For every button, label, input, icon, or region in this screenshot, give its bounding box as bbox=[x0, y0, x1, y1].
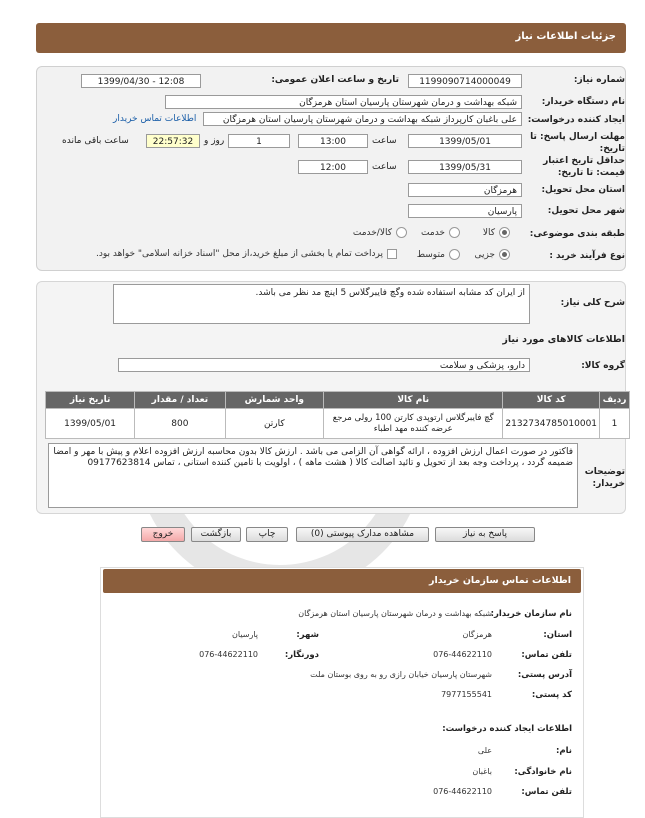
validity-time-field: 12:00 bbox=[298, 160, 368, 174]
col-header-date: تاریخ نیاز bbox=[46, 392, 135, 409]
deadline-label: مهلت ارسال پاسخ: تا تاریخ: bbox=[530, 132, 625, 154]
creator-info-heading: اطلاعات ایجاد کننده درخواست: bbox=[442, 724, 572, 734]
radio-icon[interactable] bbox=[499, 249, 510, 260]
creator-family-value: باغبان bbox=[472, 767, 492, 776]
category-option-goods[interactable]: کالا bbox=[483, 227, 510, 238]
exit-button[interactable]: خروج bbox=[141, 527, 185, 542]
creator-name-value: علی bbox=[477, 746, 492, 755]
back-button[interactable]: بازگشت bbox=[191, 527, 241, 542]
process-label: نوع فرآیند خرید : bbox=[549, 251, 625, 261]
province-field: هرمزگان bbox=[408, 183, 522, 197]
deadline-time-label: ساعت bbox=[372, 136, 397, 146]
category-option-both[interactable]: کالا/خدمت bbox=[353, 227, 407, 238]
buyer-label: نام دستگاه خریدار: bbox=[541, 97, 625, 107]
contact-header bbox=[103, 569, 581, 593]
province-contact-label: استان: bbox=[543, 630, 572, 640]
col-header-code: کد کالا bbox=[503, 392, 600, 409]
col-header-name: نام کالا bbox=[324, 392, 503, 409]
buyer-notes-textarea[interactable]: فاکتور در صورت اعمال ارزش افزوده ، ارائه گواهی آن الزامی می باشد . ارزش کالا بدون محاسبه ارزش افزوده اعلام و پیش با مهر و امضا ضمیمه گردد ، پرداخت وجه بعد از تحویل و تائید اصالت کالا ( هشت ماهه ) ، اولویت با تامین کننده استانی ، تماس 09177623814 bbox=[48, 443, 578, 508]
postal-value: 7977155541 bbox=[441, 690, 492, 699]
days-label: روز و bbox=[204, 136, 225, 146]
validity-time-label: ساعت bbox=[372, 162, 397, 172]
goods-table bbox=[45, 391, 630, 439]
radio-icon[interactable] bbox=[449, 249, 460, 260]
page-title: جزئیات اطلاعات نیاز bbox=[515, 31, 616, 42]
table-header-row bbox=[46, 392, 630, 409]
org-value: شبکه بهداشت و درمان شهرستان پارسیان استان هرمزگان bbox=[298, 609, 492, 618]
fax-label: دورنگار: bbox=[284, 650, 319, 660]
city-label: شهر محل تحویل: bbox=[547, 206, 625, 216]
address-value: شهرستان پارسیان خیابان رازی رو به روی بوستان ملت bbox=[310, 670, 492, 679]
creator-field: علی باغبان کارپرداز شبکه بهداشت و درمان شهرستان پارسیان استان هرمزگان bbox=[203, 112, 522, 126]
days-field: 1 bbox=[228, 134, 290, 148]
process-option-partial[interactable]: جزیی bbox=[474, 249, 510, 260]
buyer-notes-label: توضیحات خریدار: bbox=[584, 467, 625, 489]
radio-icon[interactable] bbox=[499, 227, 510, 238]
announce-label: تاریخ و ساعت اعلان عمومی: bbox=[271, 75, 399, 85]
attachments-button[interactable]: مشاهده مدارک پیوستی (0) bbox=[296, 527, 429, 542]
contact-panel bbox=[100, 567, 584, 818]
page-header bbox=[36, 23, 626, 53]
goods-info-heading: اطلاعات کالاهای مورد نیاز bbox=[502, 334, 625, 345]
buyer-field: شبکه بهداشت و درمان شهرستان پارسیان استان هرمزگان bbox=[165, 95, 522, 109]
radio-icon[interactable] bbox=[396, 227, 407, 238]
cell-name: گچ فایبرگلاس ارتوپدی کارتن 100 رولی مرجع عرضه کننده مهد اطباء bbox=[324, 409, 503, 439]
province-label: استان محل تحویل: bbox=[541, 185, 625, 195]
radio-icon[interactable] bbox=[449, 227, 460, 238]
deadline-date-field: 1399/05/01 bbox=[408, 134, 522, 148]
remaining-label: ساعت باقی مانده bbox=[62, 136, 129, 146]
city-field: پارسیان bbox=[408, 204, 522, 218]
postal-label: کد پستی: bbox=[531, 690, 572, 700]
city-contact-label: شهر: bbox=[296, 630, 319, 640]
validity-label: حداقل تاریخ اعتبار قیمت: تا تاریخ: bbox=[543, 156, 625, 178]
goods-group-label: گروه کالا: bbox=[581, 361, 625, 371]
creator-label: ایجاد کننده درخواست: bbox=[527, 115, 625, 125]
remaining-time-field: 22:57:32 bbox=[146, 134, 200, 148]
need-number-label: شماره نیاز: bbox=[573, 75, 625, 85]
contact-title: اطلاعات تماس سازمان خریدار bbox=[428, 575, 571, 586]
cell-unit: کارتن bbox=[225, 409, 323, 439]
summary-label: شرح کلی نیاز: bbox=[560, 298, 625, 308]
creator-name-label: نام: bbox=[555, 746, 572, 756]
announce-field: 1399/04/30 - 12:08 bbox=[81, 74, 201, 88]
table-row bbox=[46, 409, 630, 439]
creator-family-label: نام خانوادگی: bbox=[514, 767, 572, 777]
buyer-contact-link[interactable]: اطلاعات تماس خریدار bbox=[113, 114, 197, 124]
validity-date-field: 1399/05/31 bbox=[408, 160, 522, 174]
deadline-time-field: 13:00 bbox=[298, 134, 368, 148]
category-label: طبقه بندی موضوعی: bbox=[529, 229, 625, 239]
goods-group-field: دارو، پزشکی و سلامت bbox=[118, 358, 530, 372]
treasury-payment-option[interactable]: پرداخت تمام یا بخشی از مبلغ خرید،از محل "اسناد خزانه اسلامی" خواهد بود. bbox=[96, 249, 397, 259]
cell-date: 1399/05/01 bbox=[46, 409, 135, 439]
print-button[interactable]: چاپ bbox=[246, 527, 288, 542]
need-number-field: 1199090714000049 bbox=[408, 74, 522, 88]
col-header-quantity: تعداد / مقدار bbox=[135, 392, 225, 409]
org-label: نام سازمان خریدار: bbox=[490, 609, 572, 619]
reply-button[interactable]: پاسخ به نیاز bbox=[435, 527, 535, 542]
checkbox-icon[interactable] bbox=[387, 249, 397, 259]
process-option-medium[interactable]: متوسط bbox=[417, 249, 460, 260]
creator-phone-label: تلفن تماس: bbox=[521, 787, 572, 797]
summary-textarea[interactable]: از ایران کد مشابه استفاده شده وگچ فایبرگلاس 5 اینچ مد نظر می باشد. bbox=[113, 284, 530, 324]
address-label: آدرس پستی: bbox=[517, 670, 572, 680]
cell-row-number: 1 bbox=[600, 409, 630, 439]
category-option-service[interactable]: خدمت bbox=[421, 227, 460, 238]
province-contact-value: هرمزگان bbox=[462, 630, 492, 639]
cell-quantity: 800 bbox=[135, 409, 225, 439]
fax-value: 076-44622110 bbox=[199, 650, 258, 659]
phone-value: 076-44622110 bbox=[433, 650, 492, 659]
col-header-unit: واحد شمارش bbox=[225, 392, 323, 409]
cell-code: 2132734785010001 bbox=[503, 409, 600, 439]
city-contact-value: پارسیان bbox=[232, 630, 258, 639]
creator-phone-value: 076-44622110 bbox=[433, 787, 492, 796]
col-header-row-number: ردیف bbox=[600, 392, 630, 409]
phone-label: تلفن تماس: bbox=[521, 650, 572, 660]
